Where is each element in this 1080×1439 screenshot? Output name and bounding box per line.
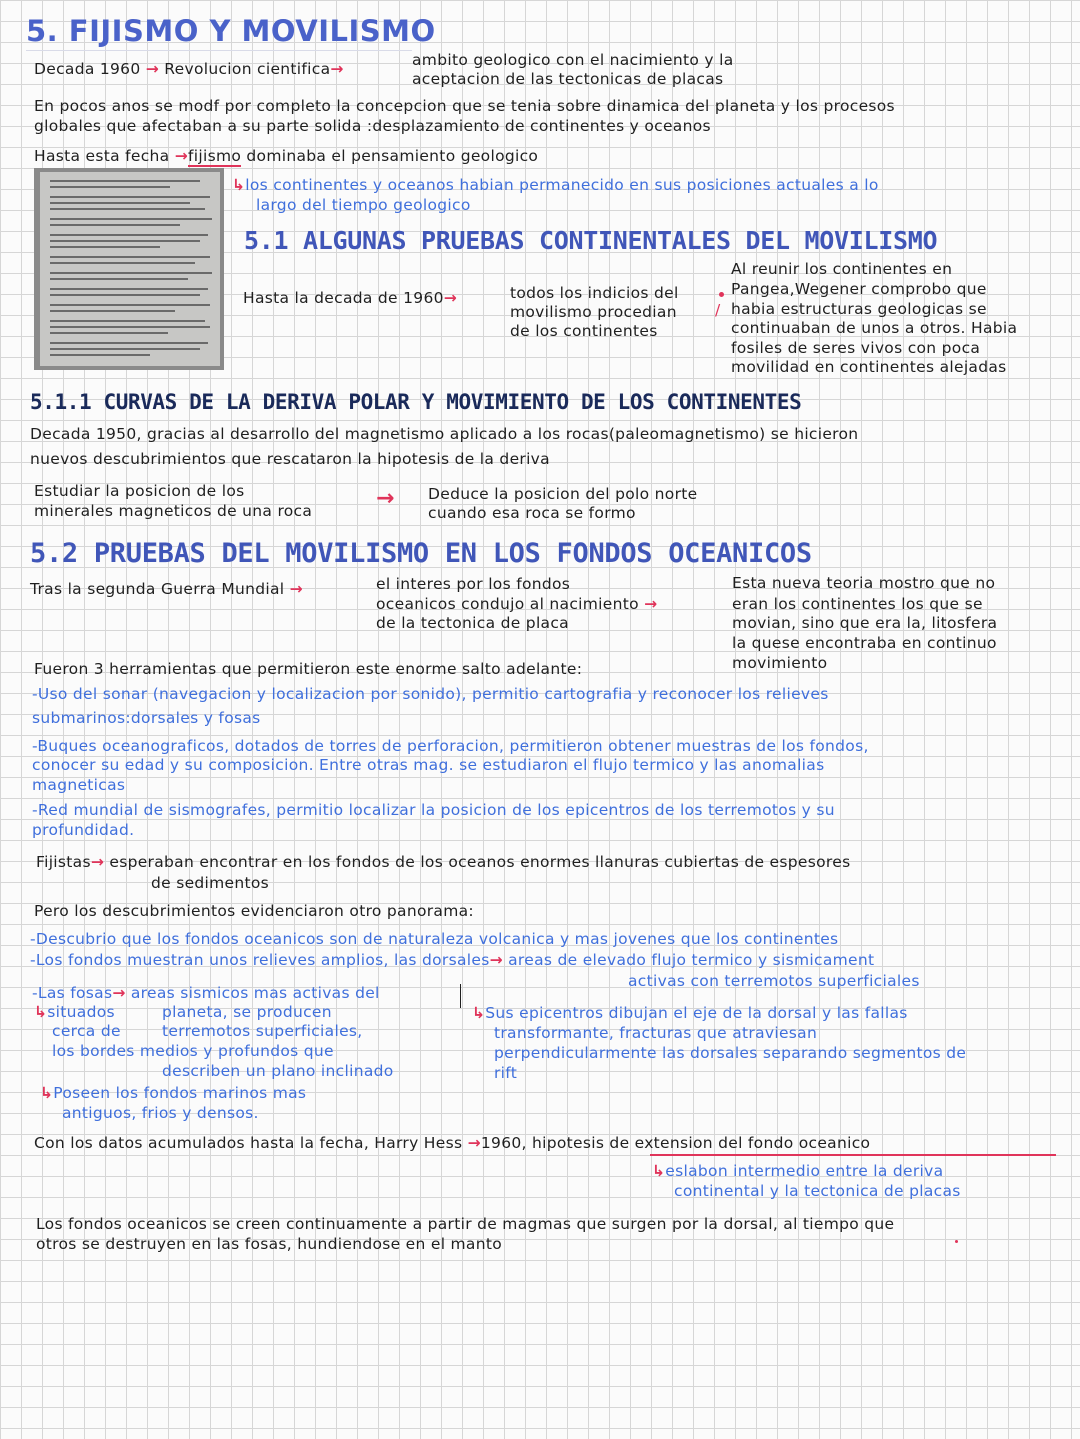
fosas-4: los bordes medios y profundos que [52,1042,334,1060]
s52-right-5: movimiento [732,654,828,672]
arrow-icon: → [467,1134,481,1152]
discovery-2-cont: activas con terremotos superficiales [628,972,920,990]
fijismo-definition-2: largo del tiempo geologico [256,196,471,214]
arrow-icon: → [289,580,303,598]
s51-right-6: movilidad en continentes alejadas [731,358,1007,376]
s51-mid-3: de los continentes [510,322,658,340]
discovery-1: -Descubrio que los fondos oceanicos son de naturaleza volcanica y mas jovenes que los continentes [30,930,839,948]
s511-deduce-2: cuando esa roca se formo [428,504,636,522]
arrow-icon: → [174,147,189,165]
s51-right-3: habia estructuras geologicas se [731,300,987,318]
s52-right-4: la quese encontraba en continuo [732,634,997,652]
s52-mid-2: oceanicos condujo al nacimiento → [376,595,658,613]
s52-right-1: Esta nueva teoria mostro que no [732,574,996,592]
intro-ambito-2: aceptacion de las tectonicas de placas [412,70,724,88]
hasta-line: Hasta esta fecha →fijismo dominaba el pensamiento geologico [34,147,539,165]
page-title: 5. FIJISMO Y MOVILISMO [26,14,436,48]
s511-paragraph-2: nuevos descubrimientos que rescataron la hipotesis de la deriva [30,450,550,468]
arrow-icon: → [644,595,658,613]
fosas-2b: planeta, se producen [162,1003,332,1021]
fosas-7: antiguos, frios y densos. [62,1104,259,1122]
arrow-icon: → [489,951,503,969]
arrow-icon: → [330,60,344,78]
fosas-2: ↳situados [34,1003,115,1021]
s51-right-5: fosiles de seres vivos con poca [731,339,981,357]
return-arrow-icon: ↳ [40,1084,54,1102]
s511-paragraph-1: Decada 1950, gracias al desarrollo del magnetismo aplicado a los rocas(paleomagnetismo) se hicieron [30,425,859,443]
arrow-icon: → [90,853,105,871]
final-2: otros se destruyen en las fosas, hundiendose en el manto [36,1235,503,1253]
s52-mid-1: el interes por los fondos [376,575,571,593]
tool-buques-2: conocer su edad y su composicion. Entre otras mag. se estudiaron el flujo termico y las anomalias [32,756,825,774]
s511-study-1: Estudiar la posicion de los [34,482,245,500]
epicentros-2: transformante, fracturas que atraviesan [494,1024,818,1042]
s51-right-4: continuaban de unos a otros. Habia [731,319,1018,337]
heading-5-2: 5.2 PRUEBAS DEL MOVILISMO EN LOS FONDOS OCEANICOS [30,538,812,569]
fosas-1: -Las fosas→ areas sismicos mas activas del [32,984,380,1002]
tools-intro: Fueron 3 herramientas que permitieron este enorme salto adelante: [34,660,583,678]
return-arrow-icon: ↳ [232,176,246,194]
return-arrow-icon: ↳ [34,1003,48,1021]
s51-mid-1: todos los indicios del [510,284,679,302]
tool-buques-1: -Buques oceanograficos, dotados de torres de perforacion, permitieron obtener muestras de los fondos, [32,737,869,755]
s51-mid-2: movilismo procedian [510,303,677,321]
s51-right-1: Al reunir los continentes en [731,260,953,278]
s51-left: Hasta la decada de 1960→ [243,289,458,307]
intro-line: Decada 1960 → Revolucion cientifica→ [34,60,344,78]
eslabon-2: continental y la tectonica de placas [674,1182,961,1200]
intro-ambito-1: ambito geologico con el nacimiento y la [412,51,734,69]
s51-right-2: Pangea,Wegener comprobo que [731,280,987,298]
pasted-photo [34,168,224,370]
return-arrow-icon: ↳ [652,1162,666,1180]
slash-icon: / [715,301,721,319]
fijismo-definition-1: ↳los continentes y oceanos habian permanecido en sus posiciones actuales a lo [232,176,879,194]
s52-right-2: eran los continentes los que se [732,595,983,613]
s52-left: Tras la segunda Guerra Mundial → [30,580,303,598]
epicentros-4: rift [494,1064,518,1082]
hess-line: Con los datos acumulados hasta la fecha, Harry Hess →1960, hipotesis de extension del fondo oceanico [34,1134,871,1152]
final-1: Los fondos oceanicos se creen continuamente a partir de magmas que surgen por la dorsal, al tiempo que [36,1215,895,1233]
bracket-divider [460,984,461,1008]
fijistas-line: Fijistas→ esperaban encontrar en los fondos de los oceanos enormes llanuras cubiertas de espesores [36,853,851,871]
fosas-3b: terremotos superficiales, [162,1022,363,1040]
tool-sismografos-2: profundidad. [32,821,135,839]
tool-buques-3: magneticas [32,776,126,794]
pero-line: Pero los descubrimientos evidenciaron otro panorama: [34,902,474,920]
fijismo-word: fijismo [188,147,242,165]
stray-mark-icon [955,1240,958,1243]
heading-5-1-1: 5.1.1 CURVAS DE LA DERIVA POLAR Y MOVIMIENTO DE LOS CONTINENTES [30,390,802,414]
arrow-icon: → [376,486,395,511]
arrow-icon: → [443,289,458,307]
fijistas-line-2: de sedimentos [151,874,270,892]
arrow-icon: → [112,984,126,1002]
tool-sismografos-1: -Red mundial de sismografes, permitio localizar la posicion de los epicentros de los terremotos y su [32,801,835,819]
heading-5-1: 5.1 ALGUNAS PRUEBAS CONTINENTALES DEL MOVILISMO [244,226,938,255]
fosas-6: ↳Poseen los fondos marinos mas [40,1084,307,1102]
tool-sonar-1: -Uso del sonar (navegacion y localizacion por sonido), permitio cartografia y reconocer los relieves [32,685,829,703]
fosas-3: cerca de [52,1022,121,1040]
bullet-icon [719,292,724,297]
s52-right-3: movian, sino que era la, litosfera [732,614,998,632]
arrow-icon: → [145,60,160,78]
intro-paragraph-1: En pocos anos se modf por completo la concepcion que se tenia sobre dinamica del planeta y los procesos [34,97,895,115]
eslabon-1: ↳eslabon intermedio entre la deriva [652,1162,944,1180]
tool-sonar-2: submarinos:dorsales y fosas [32,709,261,727]
hess-underline [650,1154,1056,1156]
epicentros-1: ↳Sus epicentros dibujan el eje de la dorsal y las fallas [472,1004,908,1022]
s511-study-2: minerales magneticos de una roca [34,502,313,520]
intro-paragraph-2: globales que afectaban a su parte solida :desplazamiento de continentes y oceanos [34,117,711,135]
fosas-5: describen un plano inclinado [162,1062,394,1080]
title-underline [26,50,412,51]
s52-mid-3: de la tectonica de placa [376,614,569,632]
discovery-2: -Los fondos muestran unos relieves amplios, las dorsales→ areas de elevado flujo termico y sismicament [30,951,875,969]
s511-deduce-1: Deduce la posicion del polo norte [428,485,698,503]
return-arrow-icon: ↳ [472,1004,486,1022]
epicentros-3: perpendicularmente las dorsales separando segmentos de [494,1044,967,1062]
